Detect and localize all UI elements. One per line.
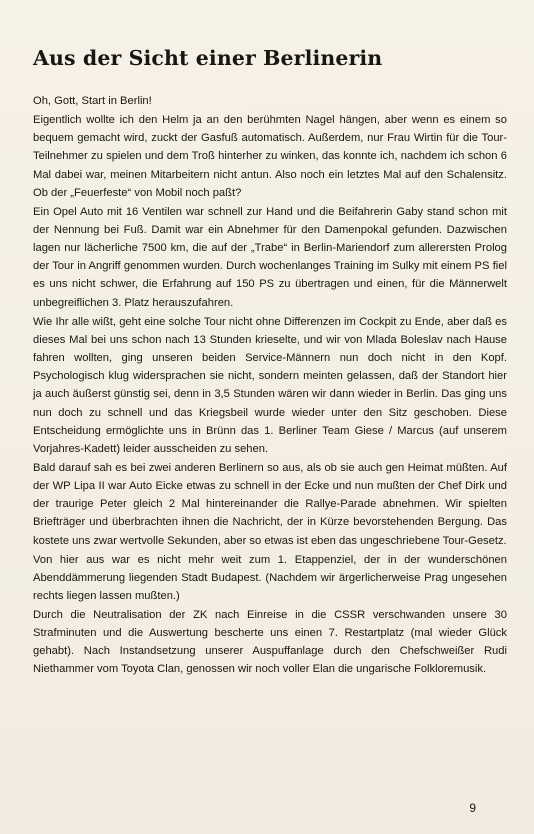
article-title: Aus der Sicht einer Berlinerin	[33, 46, 383, 70]
paragraph: Bald darauf sah es bei zwei anderen Berlinern so aus, als ob sie auch gen Heimat müßten. Auf der WP Lipa II war Auto Eicke etwas zu schnell in der Ecke und nun mußten der Chef Dirk und der traurige Peter gleich 2 Mal hintereinander die Rallye-Parade abnehmen. Wir spielten Briefträger und überbrachten ihnen die Nachricht, der in Kürze bevorstehenden Bergung. Das kostete uns zwar wertvolle Sekunden, aber so etwas ist eben das ungeschriebene Tour-Gesetz.	[33, 461, 507, 547]
paragraph: Oh, Gott, Start in Berlin!	[33, 95, 152, 107]
page-number: 9	[469, 801, 476, 815]
paragraph: Von hier aus war es nicht mehr weit zum 1. Etappenziel, der in der wunderschönen Abenddämmerung liegenden Stadt Budapest. (Nachdem wir ärgerlicherweise Prag ungesehen rechts liegen lassen mußten.)	[33, 553, 507, 602]
paragraph: Eigentlich wollte ich den Helm ja an den berühmten Nagel hängen, aber wenn es einem so bequem gemacht wird, zuckt der Gasfuß automatisch. Außerdem, nur Frau Wirtin für die Tour-Teilnehmer zu spielen und dem Troß hinterher zu winken, das konnte ich, nachdem ich schon 6 Mal dabei war, meinen Mitarbeitern nicht antun. Also noch ein letztes Mal auf den Schalensitz. Ob der „Feuerfeste“ von Mobil noch paßt?	[33, 113, 507, 199]
paragraph: Wie Ihr alle wißt, geht eine solche Tour nicht ohne Differenzen im Cockpit zu Ende, aber daß es dieses Mal bei uns schon nach 13 Stunden krieselte, und wir von Mlada Boleslav nach Hause fahren wollten, ging unseren beiden Service-Männern nun doch nicht in den Kopf. Psychologisch klug widersprachen sie nicht, sondern meinten gelassen, daß der Standort hier ja auch äußerst günstig sei, denn in 3,5 Stunden wären wir dann wieder in Berlin. Das ging uns nun doch zu schnell und das Kriegsbeil wurde wieder unter den Sitz geschoben. Diese Entscheidung ermöglichte uns in Brünn das 1. Berliner Team Giese / Marcus (auf unserem Vorjahres-Kadett) leider ausscheiden zu sehen.	[33, 315, 507, 455]
paragraph: Durch die Neutralisation der ZK nach Einreise in die CSSR verschwanden unsere 30 Strafminuten und die Auswertung bescherte uns einen 7. Restartplatz (mal wieder Glück gehabt). Nach Instandsetzung unserer Auspuffanlage durch den Chefschweißer Rudi Niethammer vom Toyota Clan, genossen wir noch voller Elan die ungarische Folkloremusik.	[33, 608, 507, 676]
paragraph: Ein Opel Auto mit 16 Ventilen war schnell zur Hand und die Beifahrerin Gaby stand schon mit der Nennung bei Fuß. Damit war ein Abnehmer für den Damenpokal gefunden. Dazwischen lagen nur lächerliche 7500 km, die auf der „Trabe“ in Berlin-Mariendorf zum allerersten Prolog der Tour in Angriff genommen wurden. Durch wochenlanges Training im Sulky mit einem PS fiel es uns nicht schwer, die Erfahrung auf 150 PS zu übertragen und einen, für die Männerwelt unbegreiflichen 3. Platz herauszufahren.	[33, 205, 507, 309]
article-body	[33, 92, 507, 679]
